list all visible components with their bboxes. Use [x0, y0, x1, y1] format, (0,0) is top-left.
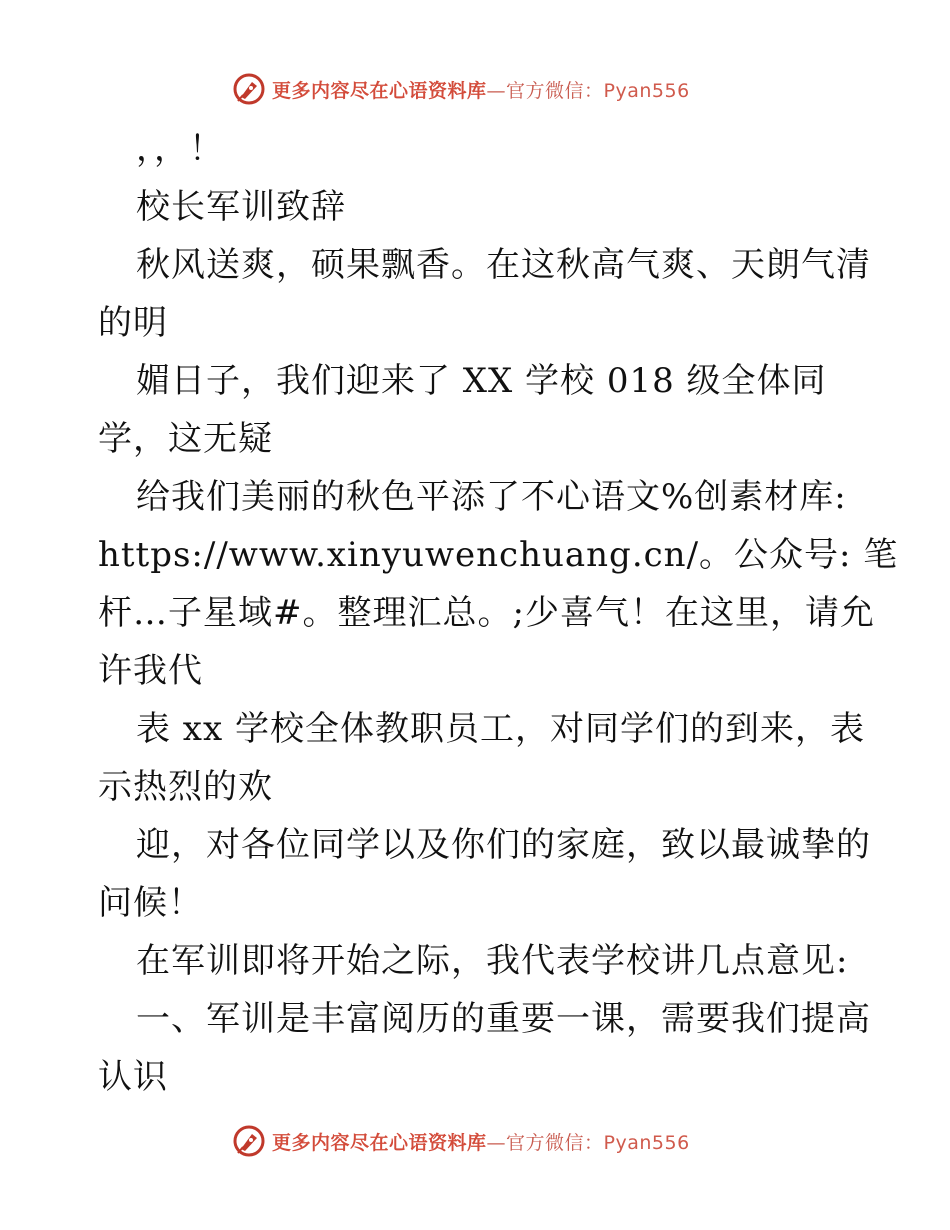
watermark-brand: 更多内容尽在心语资料库 [272, 1131, 487, 1154]
text-line: 认识 [98, 1057, 168, 1097]
text-line: 示热烈的欢 [98, 767, 273, 807]
watermark-separator: — [486, 1131, 507, 1154]
watermark-separator: — [486, 79, 507, 102]
watermark-wechat-label: 官方微信： [506, 1131, 604, 1154]
text-line: 一、军训是丰富阅历的重要一课，需要我们提高 [136, 999, 871, 1039]
text-line: https://www.xinyuwenchuang.cn/。公众号: 笔 [98, 535, 899, 575]
watermark-wechat-label: 官方微信： [506, 79, 604, 102]
watermark-wechat-id: Pyan556 [603, 1131, 690, 1154]
text-line: 杆…子星域#。整理汇总。;少喜气！在这里，请允 [98, 593, 875, 633]
text-line: 给我们美丽的秋色平添了不心语文%创素材库: [136, 477, 847, 517]
watermark-footer [232, 1124, 690, 1158]
text-line: 学，这无疑 [98, 419, 273, 459]
watermark-text [272, 76, 690, 103]
watermark-wechat-id: Pyan556 [603, 79, 690, 102]
watermark-text [272, 1128, 690, 1155]
pen-nib-logo-icon [232, 72, 266, 106]
text-line: 校长军训致辞 [136, 187, 346, 227]
text-line: 表 xx 学校全体教职员工，对同学们的到来，表 [136, 709, 865, 749]
text-line: 秋风送爽，硕果飘香。在这秋高气爽、天朗气清 [136, 245, 871, 285]
text-line: 媚日子，我们迎来了 XX 学校 018 级全体同 [136, 361, 827, 401]
text-line: 在军训即将开始之际，我代表学校讲几点意见: [136, 941, 849, 981]
watermark-header [232, 72, 690, 106]
text-line: ，，！ [136, 129, 224, 169]
text-line: 迎，对各位同学以及你们的家庭，致以最诚挚的 [136, 825, 871, 865]
text-line: 问候！ [98, 883, 203, 923]
pen-nib-logo-icon [232, 1124, 266, 1158]
text-line: 的明 [98, 303, 168, 343]
document-body [98, 120, 899, 1106]
text-line: 许我代 [98, 651, 203, 691]
watermark-brand: 更多内容尽在心语资料库 [272, 79, 487, 102]
